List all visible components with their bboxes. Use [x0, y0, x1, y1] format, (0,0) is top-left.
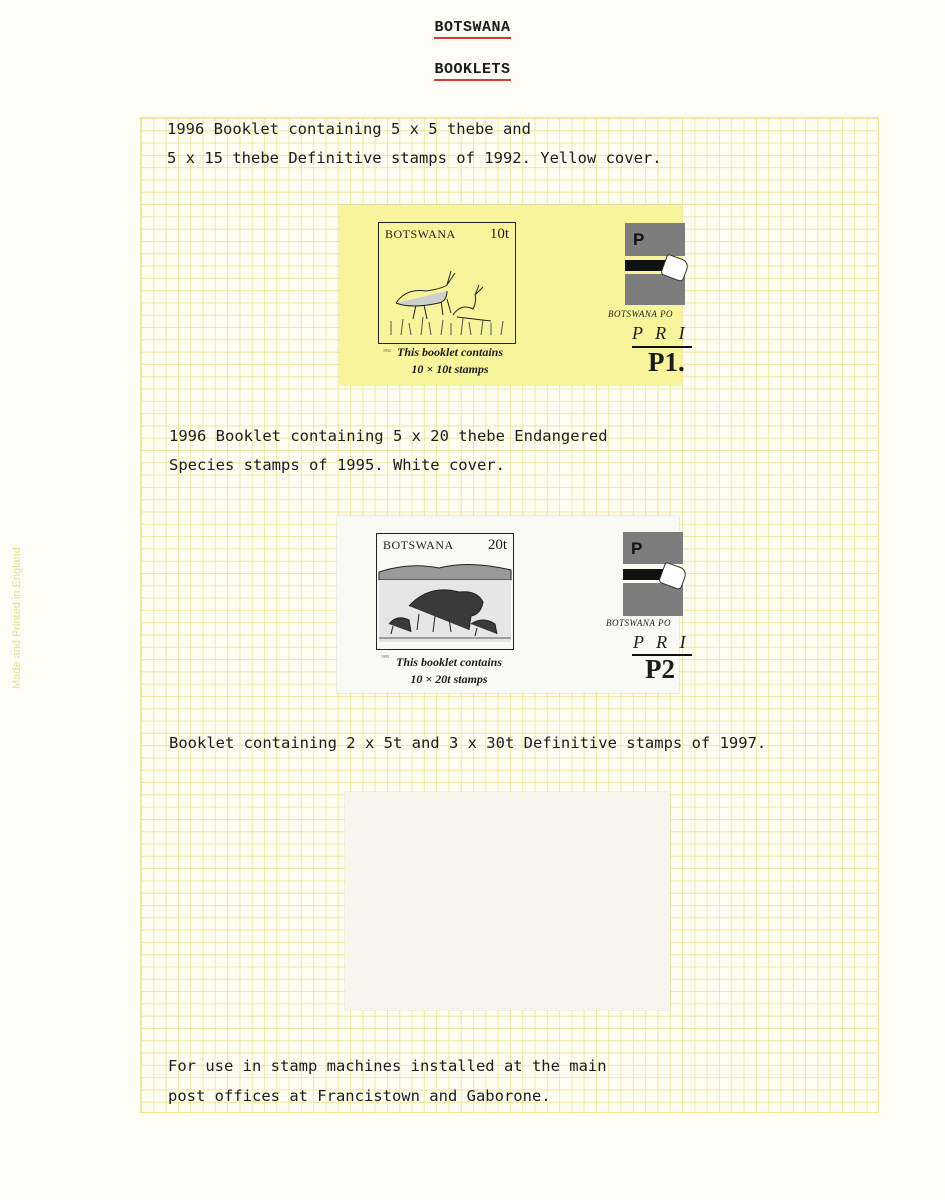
booklet-blank-cover: [345, 792, 670, 1010]
price-word: P R I: [633, 632, 690, 652]
footer-note: [168, 1051, 607, 1111]
caption-line-2: 10 × 10t stamps: [411, 362, 489, 376]
side-imprint: Made and Printed in England: [11, 547, 23, 689]
booklet-white-cover: [337, 516, 690, 693]
stamp-20t: BOTSWANA 20t 1995: [376, 533, 514, 650]
booklet-caption: [374, 654, 524, 688]
booklet-price: P1.: [648, 347, 685, 377]
footer-line-1: For use in stamp machines installed at the main: [168, 1057, 607, 1075]
booklet-price: P2: [645, 654, 675, 684]
entry-2-line-1: 1996 Booklet containing 5 x 20 thebe Endangered: [169, 427, 608, 445]
entry-3-description: [169, 729, 766, 758]
post-logo: P: [625, 223, 685, 305]
post-label: BOTSWANA PO: [608, 309, 673, 319]
warthog-illustration: [379, 554, 511, 644]
stamp-10t: BOTSWANA 10t 1992: [378, 222, 516, 344]
post-label: BOTSWANA PO: [606, 618, 671, 628]
entry-2-description: [169, 422, 608, 480]
page-subtitle: BOOKLETS: [0, 61, 945, 78]
entry-2-line-2: Species stamps of 1995. White cover.: [169, 456, 505, 474]
entry-1-line-2: 5 x 15 thebe Definitive stamps of 1992. Yellow cover.: [167, 149, 662, 167]
entry-3-line-1: Booklet containing 2 x 5t and 3 x 30t Definitive stamps of 1997.: [169, 734, 767, 752]
entry-1-description: [167, 115, 662, 173]
stamp-value: 20t: [487, 537, 507, 553]
stamp-country: BOTSWANA: [383, 538, 454, 552]
post-logo: P: [623, 532, 683, 616]
caption-line-2: 10 × 20t stamps: [410, 672, 488, 686]
caption-line-1: This booklet contains: [395, 655, 502, 669]
stamp-country: BOTSWANA: [385, 227, 456, 241]
antelope-illustration: [381, 243, 513, 337]
footer-line-2: post offices at Francistown and Gaborone.: [168, 1087, 551, 1105]
caption-line-1: This booklet contains: [396, 345, 503, 359]
booklet-caption: [375, 344, 525, 378]
page-title: BOTSWANA: [0, 19, 945, 36]
price-word: P R I: [632, 323, 689, 343]
entry-1-line-1: 1996 Booklet containing 5 x 5 thebe and: [167, 120, 531, 138]
booklet-yellow-cover: [340, 205, 689, 385]
stamp-value: 10t: [489, 226, 509, 242]
